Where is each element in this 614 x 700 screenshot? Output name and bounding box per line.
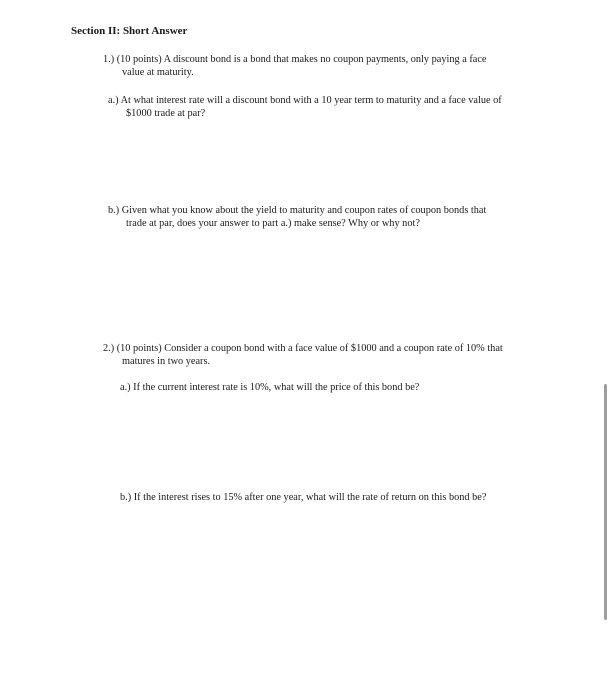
question-1a-text-line1: a.) At what interest rate will a discount bond with a 10 year term to maturity and a face value of [108,95,502,106]
section-title: Section II: Short Answer [71,25,188,37]
question-2-text-line1: 2.) (10 points) Consider a coupon bond with a face value of $1000 and a coupon rate of 10% that [103,343,503,354]
question-2a-text: a.) If the current interest rate is 10%, what will the price of this bond be? [120,382,420,393]
question-1-text-line1: 1.) (10 points) A discount bond is a bond that makes no coupon payments, only paying a face [103,54,487,65]
question-1b-text-line1: b.) Given what you know about the yield to maturity and coupon rates of coupon bonds that [108,205,487,216]
question-2-text-line2: matures in two years. [122,356,211,367]
question-2b-text: b.) If the interest rises to 15% after one year, what will the rate of return on this bond be? [120,492,487,503]
vertical-scrollbar[interactable] [604,384,607,620]
question-1a-text-line2: $1000 trade at par? [126,108,206,119]
question-1-text-line2: value at maturity. [122,67,194,78]
question-1b-text-line2: trade at par, does your answer to part a.) make sense? Why or why not? [126,218,420,229]
